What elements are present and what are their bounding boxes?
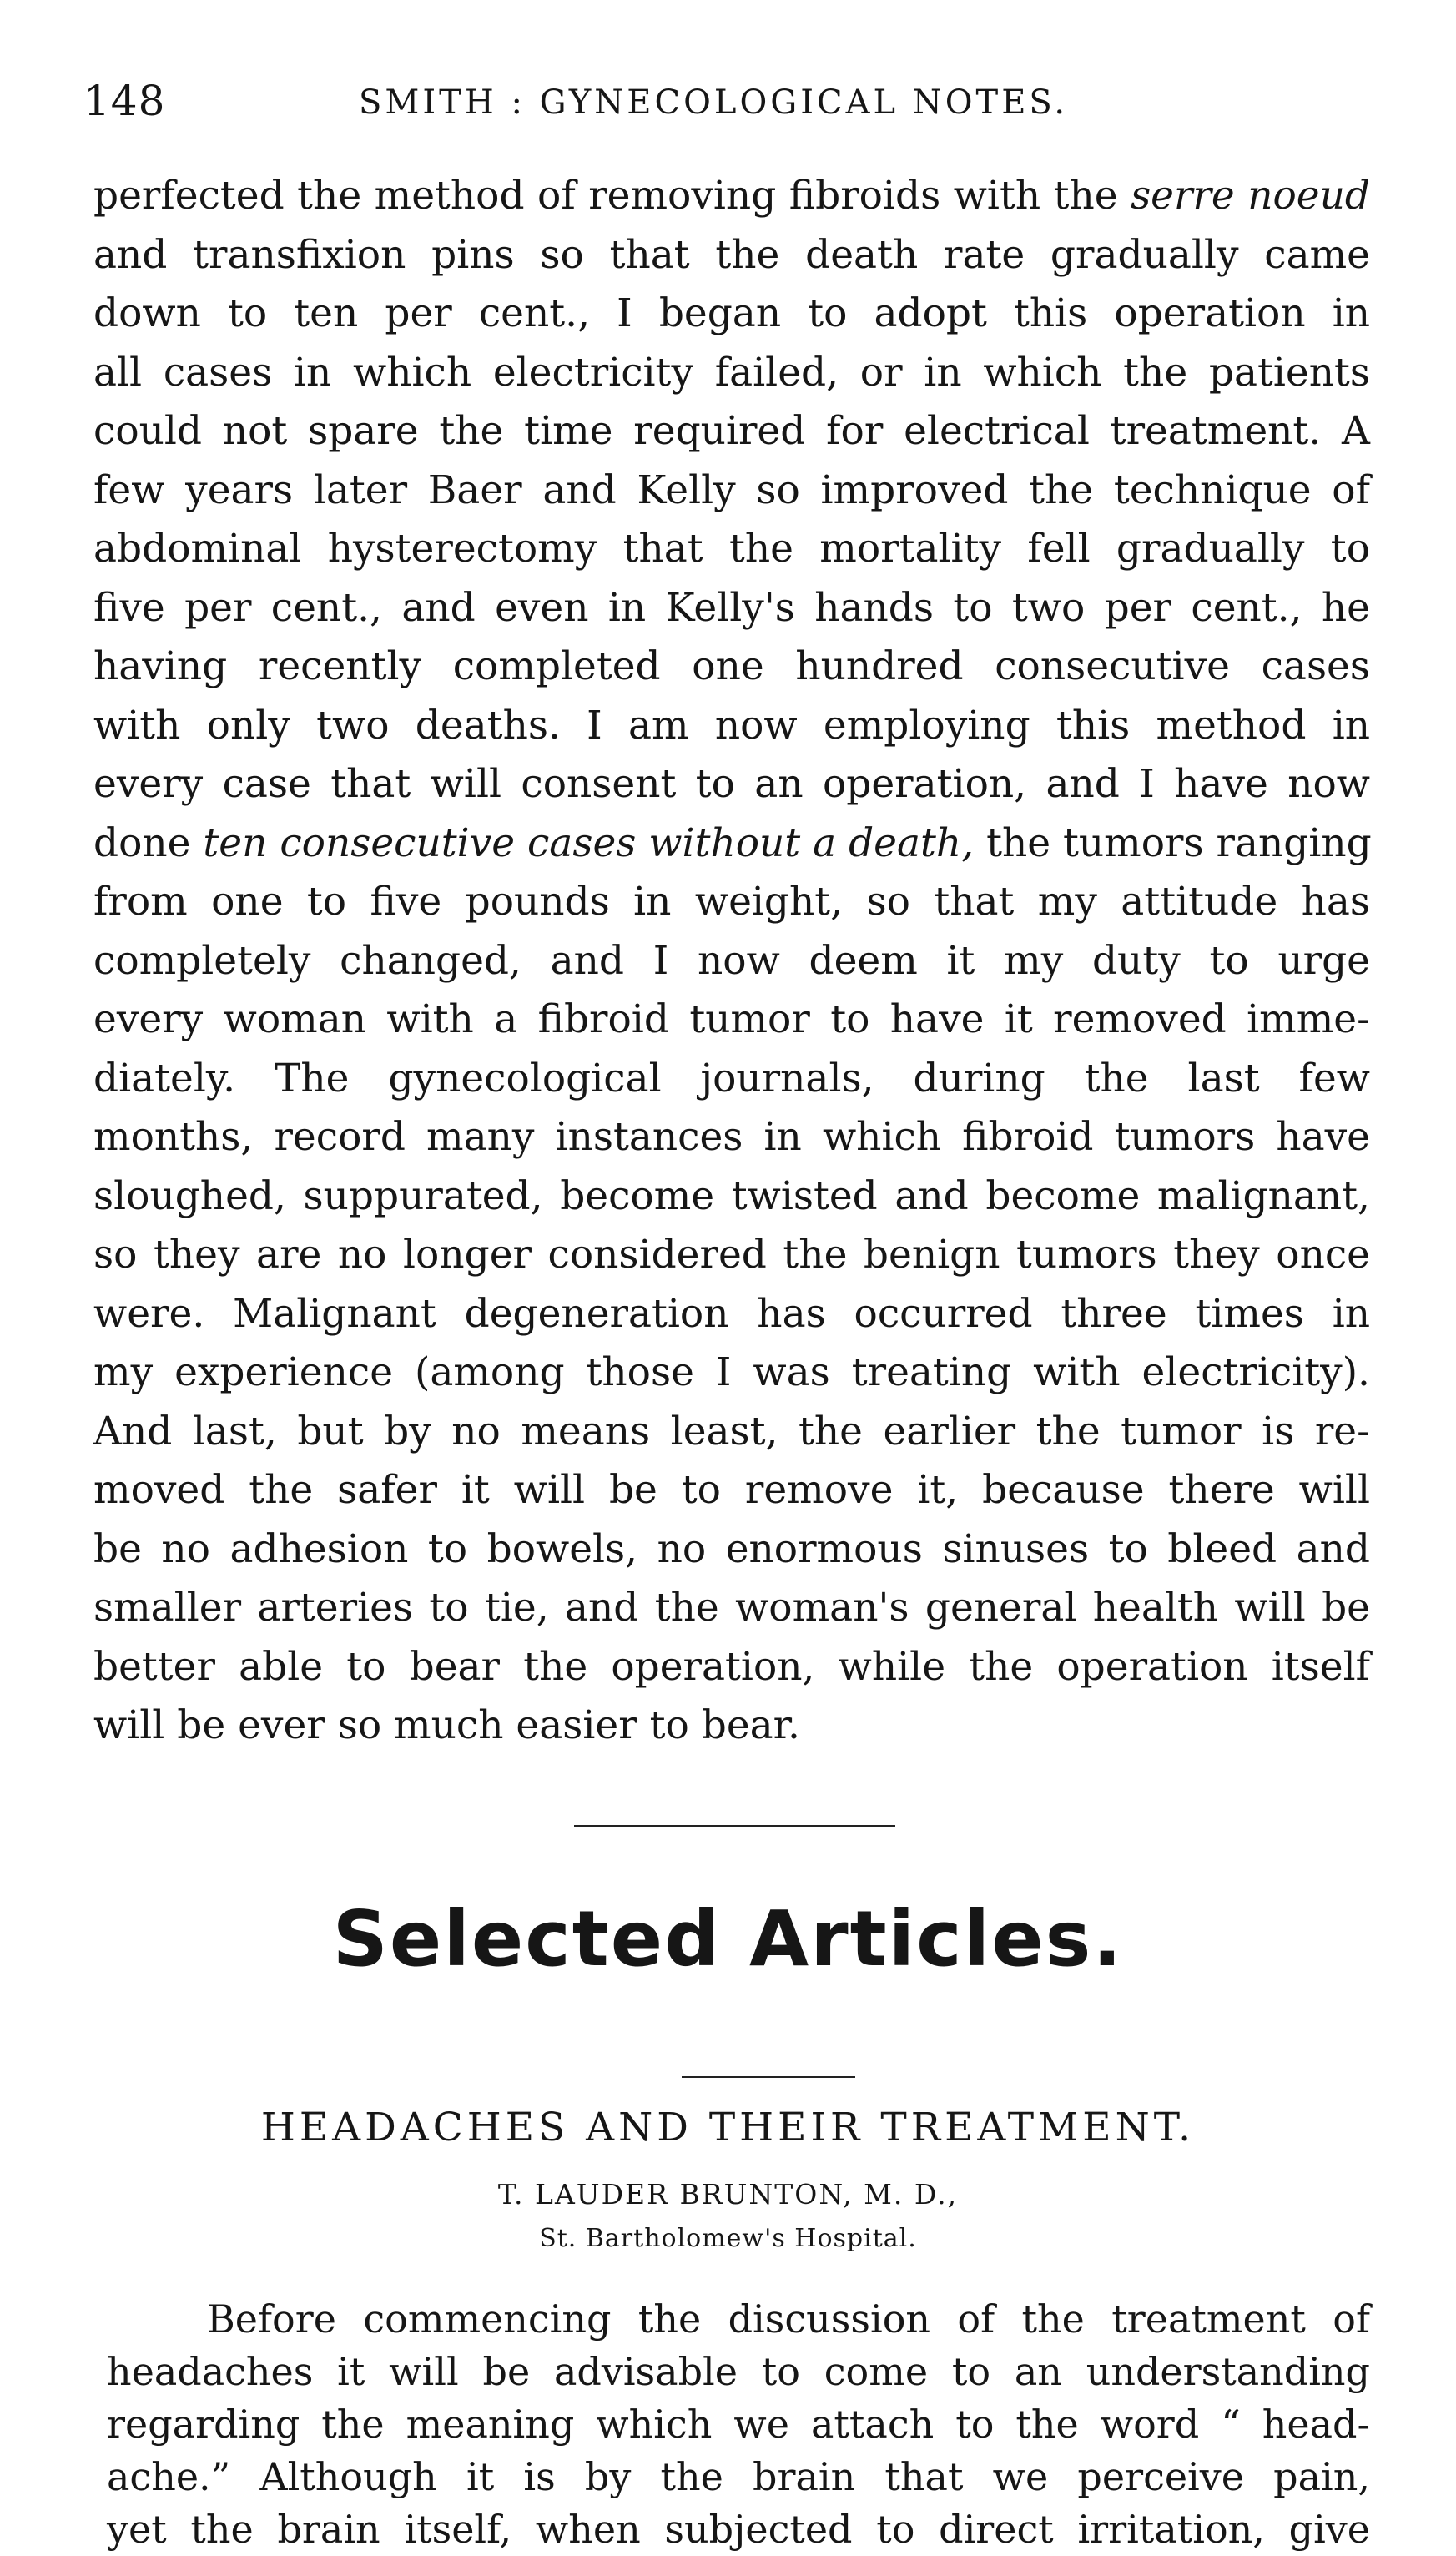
title-divider: [682, 2076, 855, 2078]
text-line: from one to five pounds in weight, so that my attitude has: [93, 879, 1370, 925]
author-affiliation: St. Bartholomew's Hospital.: [539, 2224, 917, 2253]
text-line: my experience (among those I was treating with electricity).: [93, 1349, 1370, 1395]
text-line: were. Malignant degeneration has occurred three times in: [93, 1290, 1370, 1337]
text-line: with only two deaths. I am now employing this method in: [93, 702, 1370, 749]
text-line: will be ever so much easier to bear.: [93, 1702, 800, 1748]
text-line: abdominal hysterectomy that the mortality fell gradually to: [93, 526, 1370, 572]
continued-text: [93, 167, 1370, 1756]
text-line: months, record many instances in which fibroid tumors have: [93, 1114, 1370, 1160]
section-divider: [574, 1825, 895, 1827]
text-line: all cases in which electricity failed, or in which the patients: [93, 349, 1370, 396]
text-line: done ten consecutive cases without a death, the tumors ranging: [93, 819, 1372, 866]
page-number: 148: [83, 77, 166, 125]
text-line: And last, but by no means least, the earlier the tumor is re-: [93, 1408, 1370, 1454]
text-line: five per cent., and even in Kelly's hands to two per cent., he: [93, 584, 1370, 631]
text-line: perfected the method of removing fibroids with the serre noeud: [93, 173, 1370, 219]
article-author: T. LAUDER BRUNTON, M. D.,: [497, 2178, 959, 2211]
text-line: ache.” Although it is by the brain that we perceive pain,: [107, 2454, 1370, 2499]
text-line: headaches it will be advisable to come to an understanding: [107, 2349, 1370, 2394]
text-line: yet the brain itself, when subjected to direct irritation, give: [107, 2507, 1370, 2552]
text-line: few years later Baer and Kelly so improved the technique of: [93, 466, 1370, 513]
text-line: better able to bear the operation, while the operation itself: [93, 1643, 1370, 1690]
text-line: every woman with a fibroid tumor to have it removed imme-: [93, 996, 1370, 1042]
running-head: [83, 77, 1373, 135]
running-head-title: SMITH : GYNECOLOGICAL NOTES.: [359, 83, 1069, 122]
text-line: be no adhesion to bowels, no enormous sinuses to bleed and: [93, 1525, 1370, 1572]
text-line: Before commencing the discussion of the treatment of: [207, 2296, 1370, 2342]
text-line: sloughed, suppurated, become twisted and become malignant,: [93, 1172, 1370, 1219]
text-line: down to ten per cent., I began to adopt this operation in: [93, 290, 1370, 336]
article-body: [107, 2293, 1370, 2556]
text-line: completely changed, and I now deem it my duty to urge: [93, 937, 1370, 984]
article-title: HEADACHES AND THEIR TREATMENT.: [260, 2105, 1196, 2150]
section-title: Selected Articles.: [332, 1894, 1124, 1984]
text-line: moved the safer it will be to remove it, because there will: [93, 1467, 1370, 1513]
text-line: smaller arteries to tie, and the woman's general health will be: [93, 1585, 1370, 1631]
text-line: diately. The gynecological journals, during the last few: [93, 1055, 1370, 1102]
text-line: every case that will consent to an operation, and I have now: [93, 761, 1370, 807]
text-line: having recently completed one hundred consecutive cases: [93, 643, 1370, 689]
text-line: regarding the meaning which we attach to the word “ head-: [107, 2402, 1370, 2447]
text-line: and transfixion pins so that the death rate gradually came: [93, 231, 1370, 278]
italic-phrase: ten consecutive cases without a death,: [203, 819, 975, 866]
italic-term: serre noeud: [1131, 173, 1370, 219]
text-line: could not spare the time required for electrical treatment. A: [93, 408, 1370, 454]
text-line: so they are no longer considered the benign tumors they once: [93, 1232, 1370, 1278]
